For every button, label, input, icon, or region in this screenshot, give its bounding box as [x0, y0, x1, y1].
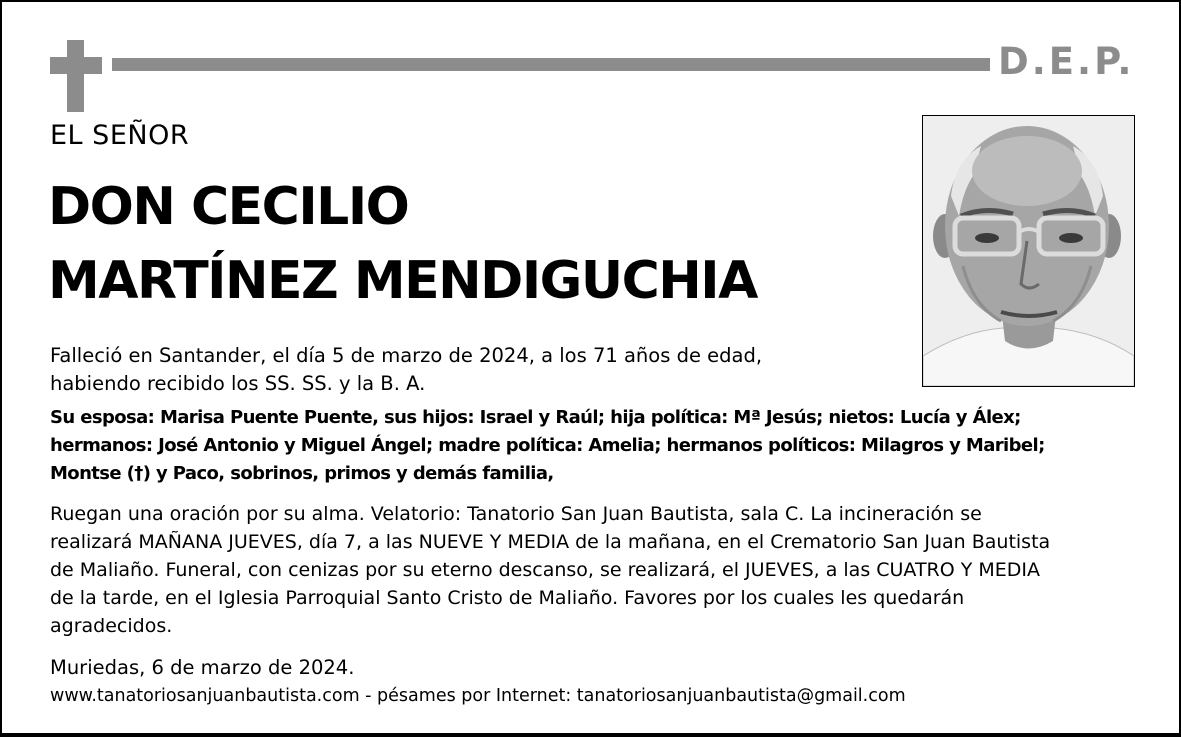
service-info-line: realizará MAÑANA JUEVES, día 7, a las NUEVE Y MEDIA de la mañana, en el Crematorio San Juan Bautista [50, 531, 1051, 553]
family-line: Montse (†) y Paco, sobrinos, primos y demás familia, [50, 463, 554, 484]
name-line-2: MARTÍNEZ MENDIGUCHIA [48, 251, 757, 311]
honorific: EL SEÑOR [50, 120, 190, 151]
service-info-line: agradecidos. [50, 615, 173, 637]
footer-contact: www.tanatoriosanjuanbautista.com - pésames por Internet: tanatoriosanjuanbautista@gmail.com [50, 686, 906, 706]
service-info-line: Ruegan una oración por su alma. Velatorio: Tanatorio San Juan Bautista, sala C. La incineración se [50, 503, 982, 525]
service-info-line: de la tarde, en el Iglesia Parroquial Santo Cristo de Maliaño. Favores por los cuales les quedarán [50, 587, 965, 609]
family-line: hermanos: José Antonio y Miguel Ángel; madre política: Amelia; hermanos políticos: Milagros y Maribel; [50, 435, 1045, 456]
header-rule [112, 58, 990, 71]
portrait-photo [922, 115, 1135, 387]
death-notice [50, 342, 880, 398]
dep-label: D.E.P. [998, 40, 1135, 83]
deceased-name [48, 170, 908, 318]
service-info-line: de Maliaño. Funeral, con cenizas por su eterno descanso, se realizará, el JUEVES, a las CUATRO Y MEDIA [50, 559, 1041, 581]
cross-icon [50, 40, 102, 112]
family-line: Su esposa: Marisa Puente Puente, sus hijos: Israel y Raúl; hija política: Mª Jesús; nietos: Lucía y Álex; [50, 407, 1021, 428]
death-notice-line: Falleció en Santander, el día 5 de marzo de 2024, a los 71 años de edad, [50, 344, 763, 367]
place-date: Muriedas, 6 de marzo de 2024. [50, 656, 355, 679]
name-line-1: DON CECILIO [48, 177, 409, 237]
service-info [50, 500, 1160, 640]
family-list [50, 404, 1160, 488]
death-notice-line: habiendo recibido los SS. SS. y la B. A. [50, 372, 426, 395]
portrait-image [923, 116, 1134, 386]
